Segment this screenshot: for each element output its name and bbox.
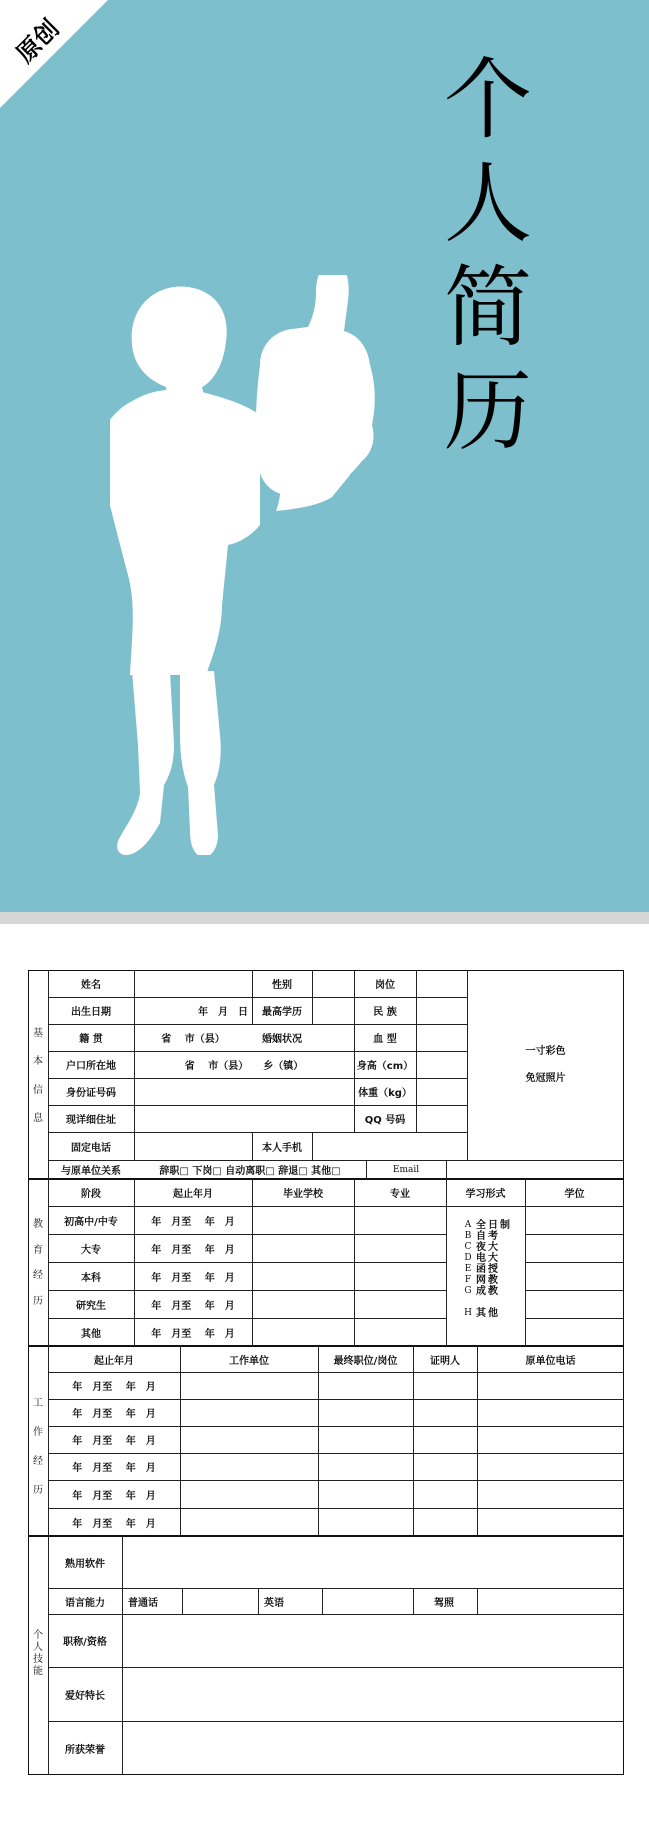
mandarin-field[interactable]	[182, 1588, 258, 1614]
birth-date-label: 出生日期	[71, 1007, 111, 1018]
edu-header-school: 毕业学校	[283, 1189, 323, 1200]
skills-section-label: 个 人 技 能	[33, 1630, 43, 1677]
birth-date-field[interactable]: 年 月 日	[198, 1007, 248, 1018]
grid-line	[525, 1262, 624, 1263]
honors-label: 所获荣誉	[65, 1744, 105, 1756]
education-level-field[interactable]	[312, 997, 354, 1024]
english-field[interactable]	[322, 1588, 413, 1614]
software-label: 熟用软件	[65, 1558, 105, 1570]
work-header-period: 起止年月	[94, 1355, 134, 1367]
mobile-field[interactable]	[312, 1132, 467, 1160]
gender-field[interactable]	[312, 970, 354, 997]
landline-label: 固定电话	[71, 1142, 111, 1154]
ethnicity-label: 民 族	[373, 1007, 397, 1018]
cover-panel	[0, 0, 649, 912]
title-qualification-field[interactable]	[122, 1614, 624, 1667]
education-level-label: 最高学历	[262, 1007, 302, 1018]
cover-title-char: 简	[443, 256, 532, 359]
photo-caption-1: 一寸彩色	[525, 1045, 566, 1057]
previous-employer-relation-label: 与原单位关系	[61, 1166, 121, 1177]
edu-header-period: 起止年月	[173, 1189, 213, 1200]
landline-field[interactable]	[134, 1132, 252, 1160]
edu-stage: 其他	[81, 1328, 101, 1340]
edu-period[interactable]: 年 月至 年 月	[151, 1216, 235, 1228]
marital-status-label: 婚姻状况	[262, 1034, 302, 1045]
study-form-col1: 全 自 夜 电 函 网 成 其	[476, 1220, 486, 1319]
license-field[interactable]	[477, 1588, 624, 1614]
edu-period[interactable]: 年 月至 年 月	[151, 1244, 235, 1256]
work-header-employer: 工作单位	[229, 1355, 269, 1367]
email-field[interactable]	[446, 1160, 624, 1179]
photo-box[interactable]	[467, 970, 624, 1160]
edu-stage: 大专	[81, 1244, 101, 1256]
work-header-final-position: 最终职位/岗位	[333, 1355, 398, 1367]
title-qualification-label: 职称/资格	[63, 1637, 107, 1648]
edu-stage: 初高中/中专	[64, 1216, 118, 1228]
study-form-col3: 制	[500, 1220, 510, 1231]
position-field[interactable]	[416, 970, 467, 997]
grid-line	[525, 1290, 624, 1291]
grid-line	[258, 1588, 259, 1614]
cover-title	[432, 48, 544, 464]
basic-info-section-label: 基 本 信 息	[33, 1028, 43, 1124]
work-header-employer-phone: 原单位电话	[525, 1355, 576, 1367]
blood-type-label: 血 型	[373, 1034, 397, 1045]
name-label: 姓名	[81, 980, 101, 991]
language-label: 语言能力	[65, 1597, 105, 1609]
cover-bottom-shadow	[0, 912, 649, 924]
work-period[interactable]: 年 月至 年 月	[72, 1463, 156, 1474]
id-card-field[interactable]	[134, 1078, 354, 1105]
blood-type-field[interactable]	[416, 1024, 467, 1051]
edu-header-major: 专业	[390, 1189, 410, 1200]
native-place-label: 籍 贯	[79, 1034, 103, 1045]
work-header-reference: 证明人	[430, 1355, 460, 1367]
work-period[interactable]: 年 月至 年 月	[72, 1518, 156, 1530]
native-place-field[interactable]: 省 市（县）	[161, 1034, 225, 1045]
thumbs-up-silhouette-illustration	[110, 275, 430, 855]
work-section-label: 工 作 经 历	[33, 1398, 43, 1496]
edu-period[interactable]: 年 月至 年 月	[151, 1272, 235, 1284]
relation-checkboxes[interactable]: 辞职□ 下岗□ 自动离职□ 辞退□ 其他□	[159, 1166, 341, 1177]
address-label: 现详细住址	[66, 1115, 116, 1126]
hobbies-label: 爱好特长	[65, 1690, 105, 1702]
photo-caption-2: 免冠照片	[525, 1072, 566, 1084]
edu-header-stage: 阶段	[81, 1189, 101, 1200]
work-period[interactable]: 年 月至 年 月	[72, 1490, 156, 1502]
edu-header-study-form: 学习形式	[465, 1189, 506, 1200]
position-label: 岗位	[375, 980, 395, 991]
edu-header-degree: 学位	[564, 1189, 585, 1200]
study-form-col2: 日 考 大 大 授 教 教 他	[488, 1220, 498, 1319]
weight-label: 体重（kg）	[358, 1088, 412, 1099]
height-label: 身高（cm）	[356, 1061, 414, 1072]
cover-title-char: 历	[443, 360, 532, 463]
grid-line	[413, 1588, 414, 1614]
email-label: Email	[392, 1164, 420, 1175]
id-card-label: 身份证号码	[66, 1088, 116, 1099]
address-field[interactable]	[134, 1105, 354, 1132]
hukou-label: 户口所在地	[66, 1061, 116, 1072]
edu-period[interactable]: 年 月至 年 月	[151, 1300, 235, 1312]
gender-label: 性别	[272, 980, 292, 991]
mobile-label: 本人手机	[262, 1142, 302, 1154]
name-field[interactable]	[134, 970, 252, 997]
license-label: 驾照	[434, 1597, 454, 1609]
work-period[interactable]: 年 月至 年 月	[72, 1436, 156, 1447]
weight-field[interactable]	[416, 1078, 467, 1105]
education-section-label: 教 育 经 历	[33, 1219, 43, 1307]
honors-field[interactable]	[122, 1721, 624, 1775]
cover-title-char: 人	[443, 152, 532, 255]
work-period[interactable]: 年 月至 年 月	[72, 1382, 156, 1393]
english-label: 英语	[264, 1597, 284, 1609]
hobbies-field[interactable]	[122, 1667, 624, 1721]
qq-label: QQ 号码	[364, 1115, 406, 1126]
software-field[interactable]	[122, 1536, 624, 1588]
mandarin-label: 普通话	[128, 1597, 158, 1609]
cover-title-char: 个	[443, 48, 532, 151]
hukou-field[interactable]: 省 市（县） 乡（镇）	[184, 1061, 304, 1072]
ethnicity-field[interactable]	[416, 997, 467, 1024]
edu-period[interactable]: 年 月至 年 月	[151, 1328, 235, 1340]
work-period[interactable]: 年 月至 年 月	[72, 1409, 156, 1420]
qq-field[interactable]	[416, 1105, 467, 1132]
edu-stage: 研究生	[76, 1300, 106, 1312]
height-field[interactable]	[416, 1051, 467, 1078]
grid-line	[525, 1234, 624, 1235]
study-form-letters: A B C D E F G H	[464, 1220, 472, 1318]
marital-status-field[interactable]	[312, 1024, 354, 1051]
original-badge-label: 原创	[10, 14, 65, 69]
grid-line	[525, 1318, 624, 1319]
edu-stage: 本科	[81, 1272, 101, 1284]
